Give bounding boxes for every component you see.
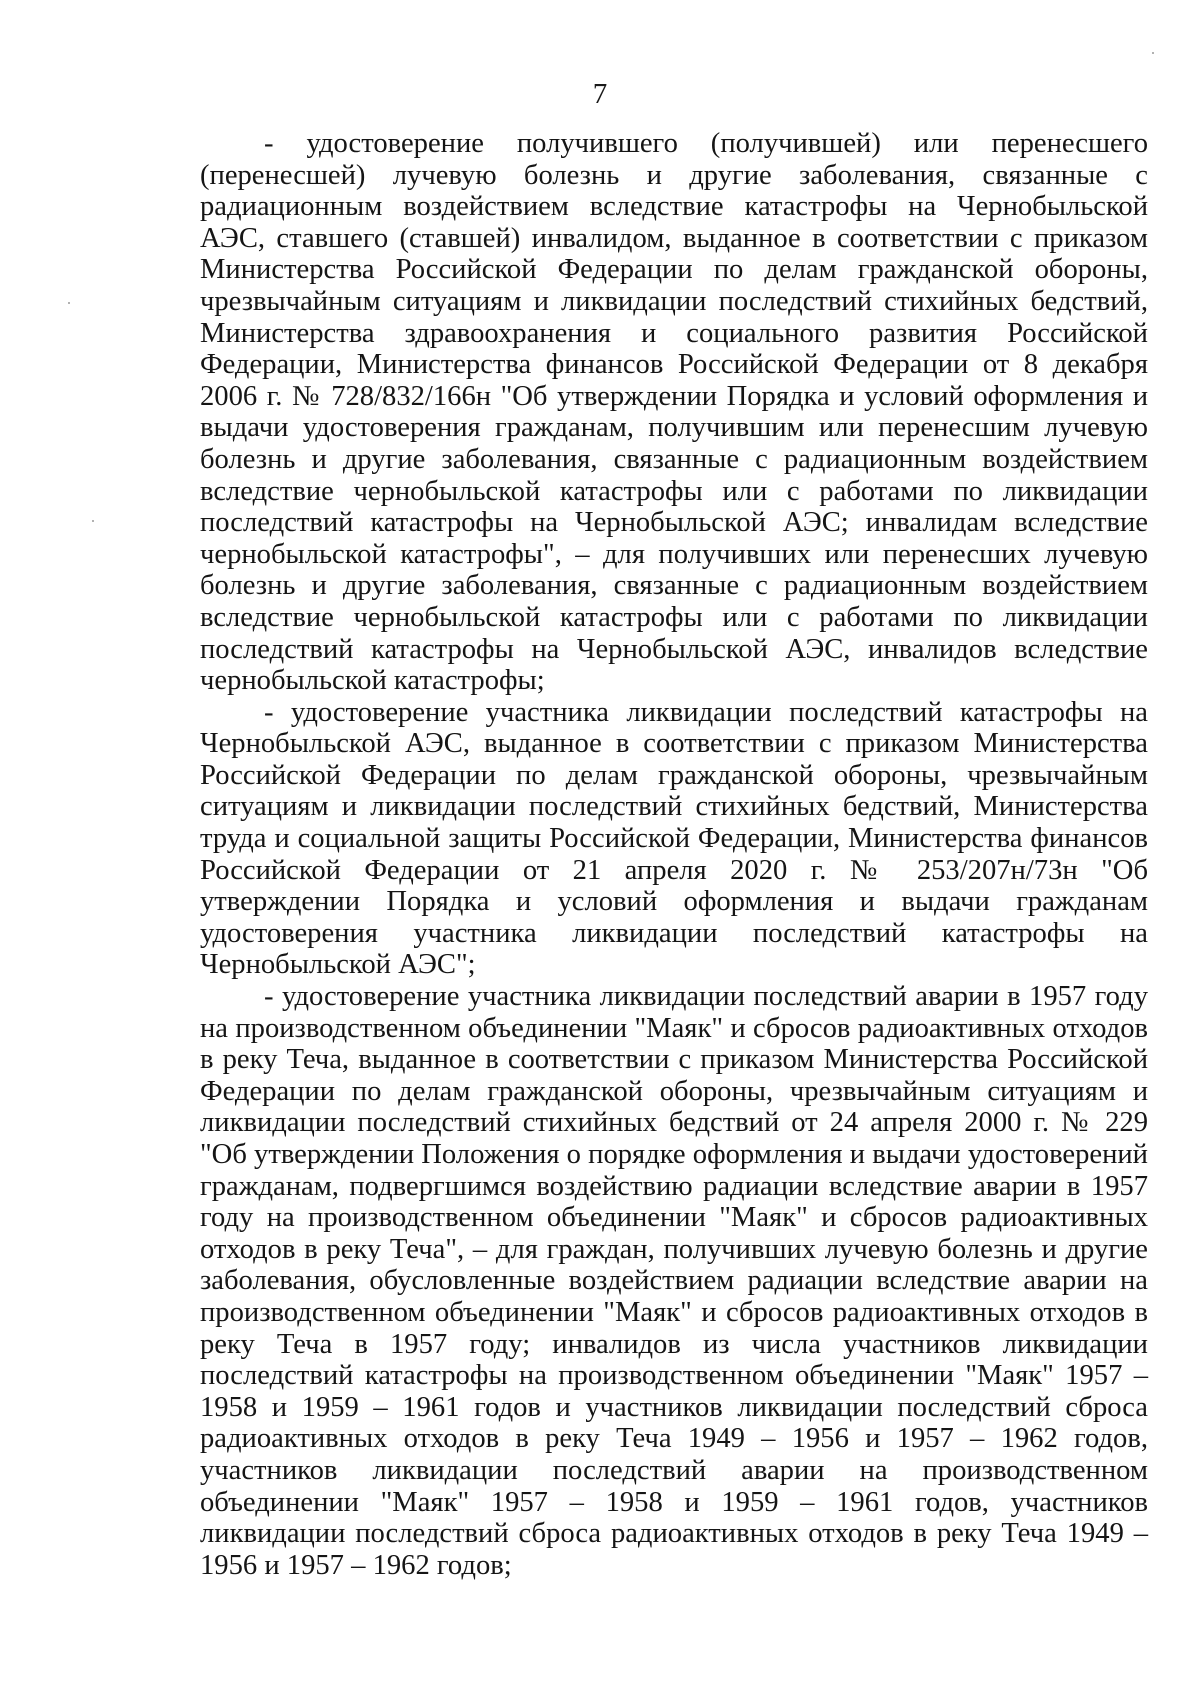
scan-speck (1152, 52, 1154, 54)
paragraph-mayak-techa-liquidator-certificate: - удостоверение участника ликвидации последствий аварии в 1957 году на производственном объединении "Маяк" и сбросов радиоактивных отходов в реку Теча, выданное в соответствии с приказом Министерства Российской Федерации по делам гражданской обороны, чрезвычайным ситуациям и ликвидации последствий стихийных бедствий от 24 апреля 2000 г. № 229 "Об утверждении Положения о порядке оформления и выдачи удостоверений гражданам, подвергшимся воздействию радиации вследствие аварии в 1957 году на производственном объединении "Маяк" и сбросов радиоактивных отходов в реку Теча", – для граждан, получивших лучевую болезнь и другие заболевания, обусловленные воздействием радиации вследствие аварии на производственном объединении "Маяк" и сбросов радиоактивных отходов в реку Теча в 1957 году; инвалидов из числа участников ликвидации последствий катастрофы на производственном объединении "Маяк" 1957 – 1958 и 1959 – 1961 годов и участников ликвидации последствий сброса радиоактивных отходов в реку Теча 1949 – 1956 и 1957 – 1962 годов, участников ликвидации последствий аварии на производственном объединении "Маяк" 1957 – 1958 и 1959 – 1961 годов, участников ликвидации последствий сброса радиоактивных отходов в реку Теча 1949 – 1956 и 1957 – 1962 годов; (200, 981, 1148, 1581)
page-number: 7 (592, 78, 608, 110)
paragraph-chernobyl-liquidator-certificate: - удостоверение участника ликвидации последствий катастрофы на Чернобыльской АЭС, выданное в соответствии с приказом Министерства Российской Федерации по делам гражданской обороны, чрезвычайным ситуациям и ликвидации последствий стихийных бедствий, Министерства труда и социальной защиты Российской Федерации, Министерства финансов Российской Федерации от 21 апреля 2020 г. № 253/207н/73н "Об утверждении Порядка и условий оформления и выдачи гражданам удостоверения участника ликвидации последствий катастрофы на Чернобыльской АЭС"; (200, 696, 1148, 981)
scan-speck (68, 302, 70, 304)
document-body (200, 128, 1148, 1581)
paragraph-chernobyl-radiation-disability-certificate: - удостоверение получившего (получившей) или перенесшего (перенесшей) лучевую болезнь и другие заболевания, связанные с радиационным воздействием вследствие катастрофы на Чернобыльской АЭС, ставшего (ставшей) инвалидом, выданное в соответствии с приказом Министерства Российской Федерации по делам гражданской обороны, чрезвычайным ситуациям и ликвидации последствий стихийных бедствий, Министерства здравоохранения и социального развития Российской Федерации, Министерства финансов Российской Федерации от 8 декабря 2006 г. № 728/832/166н "Об утверждении Порядка и условий оформления и выдачи удостоверения гражданам, получившим или перенесшим лучевую болезнь и другие заболевания, связанные с радиационным воздействием вследствие чернобыльской катастрофы или с работами по ликвидации последствий катастрофы на Чернобыльской АЭС; инвалидам вследствие чернобыльской катастрофы", – для получивших или перенесших лучевую болезнь и другие заболевания, связанные с радиационным воздействием вследствие чернобыльской катастрофы или с работами по ликвидации последствий катастрофы на Чернобыльской АЭС, инвалидов вследствие чернобыльской катастрофы; (200, 128, 1148, 697)
scan-speck (92, 520, 94, 522)
